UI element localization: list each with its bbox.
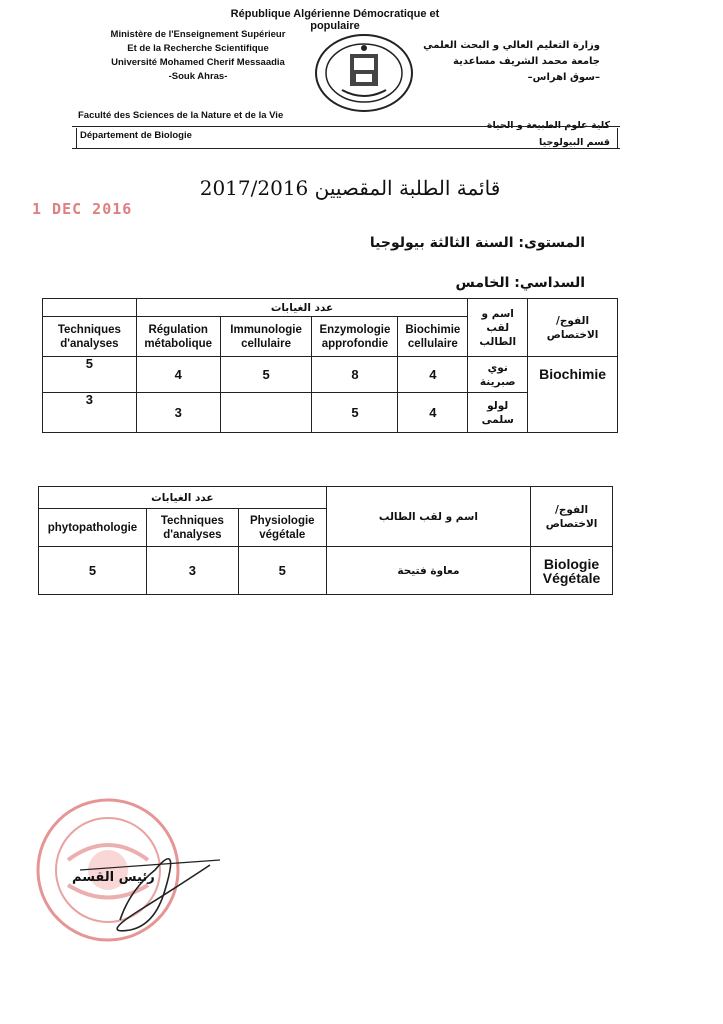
city-line: -Souk Ahras- [168, 71, 228, 82]
absence-count: 3 [43, 393, 137, 433]
absence-count: 4 [136, 357, 220, 393]
student-name: نوي صبرينة [468, 357, 528, 393]
semester-line: السداسي: الخامس [455, 275, 585, 291]
absence-count: 3 [136, 393, 220, 433]
ministry-line-ar: وزارة التعليم العالي و البحث العلمي [423, 40, 600, 51]
institution-arabic [420, 38, 600, 86]
absence-count: 3 [146, 547, 238, 595]
university-line: Université Mohamed Cherif Messaadia [111, 57, 285, 68]
level-line: المستوى: السنة الثالثة بيولوجيا [369, 235, 585, 251]
date-stamp: 1 DEC 2016 [32, 200, 133, 218]
specialty: Biologie Végétale [531, 547, 613, 595]
absence-count: 5 [220, 357, 312, 393]
university-line-ar: جامعة محمد الشريف مساعدية [453, 56, 600, 67]
absence-count: 5 [238, 547, 326, 595]
absence-count: 8 [312, 357, 398, 393]
name-header: اسم و لقب الطالب [326, 487, 530, 547]
department-head-signature-label: رئيس القسم [72, 870, 155, 885]
excluded-students-table-biologie-vegetale [38, 486, 613, 595]
group-header: الفوج/ الاختصاص [528, 299, 618, 357]
table-row [39, 547, 613, 595]
specialty: Biochimie [528, 357, 618, 433]
absence-count: 4 [398, 393, 468, 433]
table-row [43, 357, 618, 393]
absences-header: عدد الغيابات [39, 487, 327, 509]
absence-count: 4 [398, 357, 468, 393]
ministry-line: Ministère de l'Enseignement Supérieur [110, 29, 286, 40]
subject-header: Techniques d'analyses [43, 317, 137, 357]
divider [617, 128, 618, 148]
research-line: Et de la Recherche Scientifique [127, 43, 269, 54]
department-arabic: قسم البيولوجيا [539, 137, 610, 148]
excluded-students-table-biochimie [42, 298, 618, 433]
faculty-french: Faculté des Sciences de la Nature et de la Vie [78, 110, 284, 121]
student-name: معاوة فتيحة [326, 547, 530, 595]
republic-title: République Algérienne Démocratique et populaire [230, 8, 440, 32]
department-french: Département de Biologie [80, 130, 192, 141]
absence-count: 5 [43, 357, 137, 393]
group-header: الفوج/ الاختصاص [531, 487, 613, 547]
absence-count: 5 [39, 547, 147, 595]
university-logo [312, 32, 416, 114]
subject-header: Enzymologie approfondie [312, 317, 398, 357]
subject-header: Régulation métabolique [136, 317, 220, 357]
divider [72, 126, 620, 127]
divider [76, 128, 77, 148]
student-name: لولو سلمى [468, 393, 528, 433]
subject-header: Biochimie cellulaire [398, 317, 468, 357]
subject-header: Techniques d'analyses [146, 509, 238, 547]
absences-header: عدد الغيابات [136, 299, 468, 317]
absence-count [220, 393, 312, 433]
name-header: اسم و لقب الطالب [468, 299, 528, 357]
subject-header: Physiologie végétale [238, 509, 326, 547]
document-title: قائمة الطلبة المقصيين 2017/2016 [199, 176, 501, 200]
subject-header: Immunologie cellulaire [220, 317, 312, 357]
subject-header: phytopathologie [39, 509, 147, 547]
signature-scrawl [60, 830, 230, 940]
faculty-arabic: كلية علوم الطبيعة و الحياة [486, 120, 610, 131]
institution-french [88, 28, 308, 84]
divider [72, 148, 620, 149]
absence-count: 5 [312, 393, 398, 433]
city-line-ar: –سوق اهراس– [527, 72, 600, 83]
